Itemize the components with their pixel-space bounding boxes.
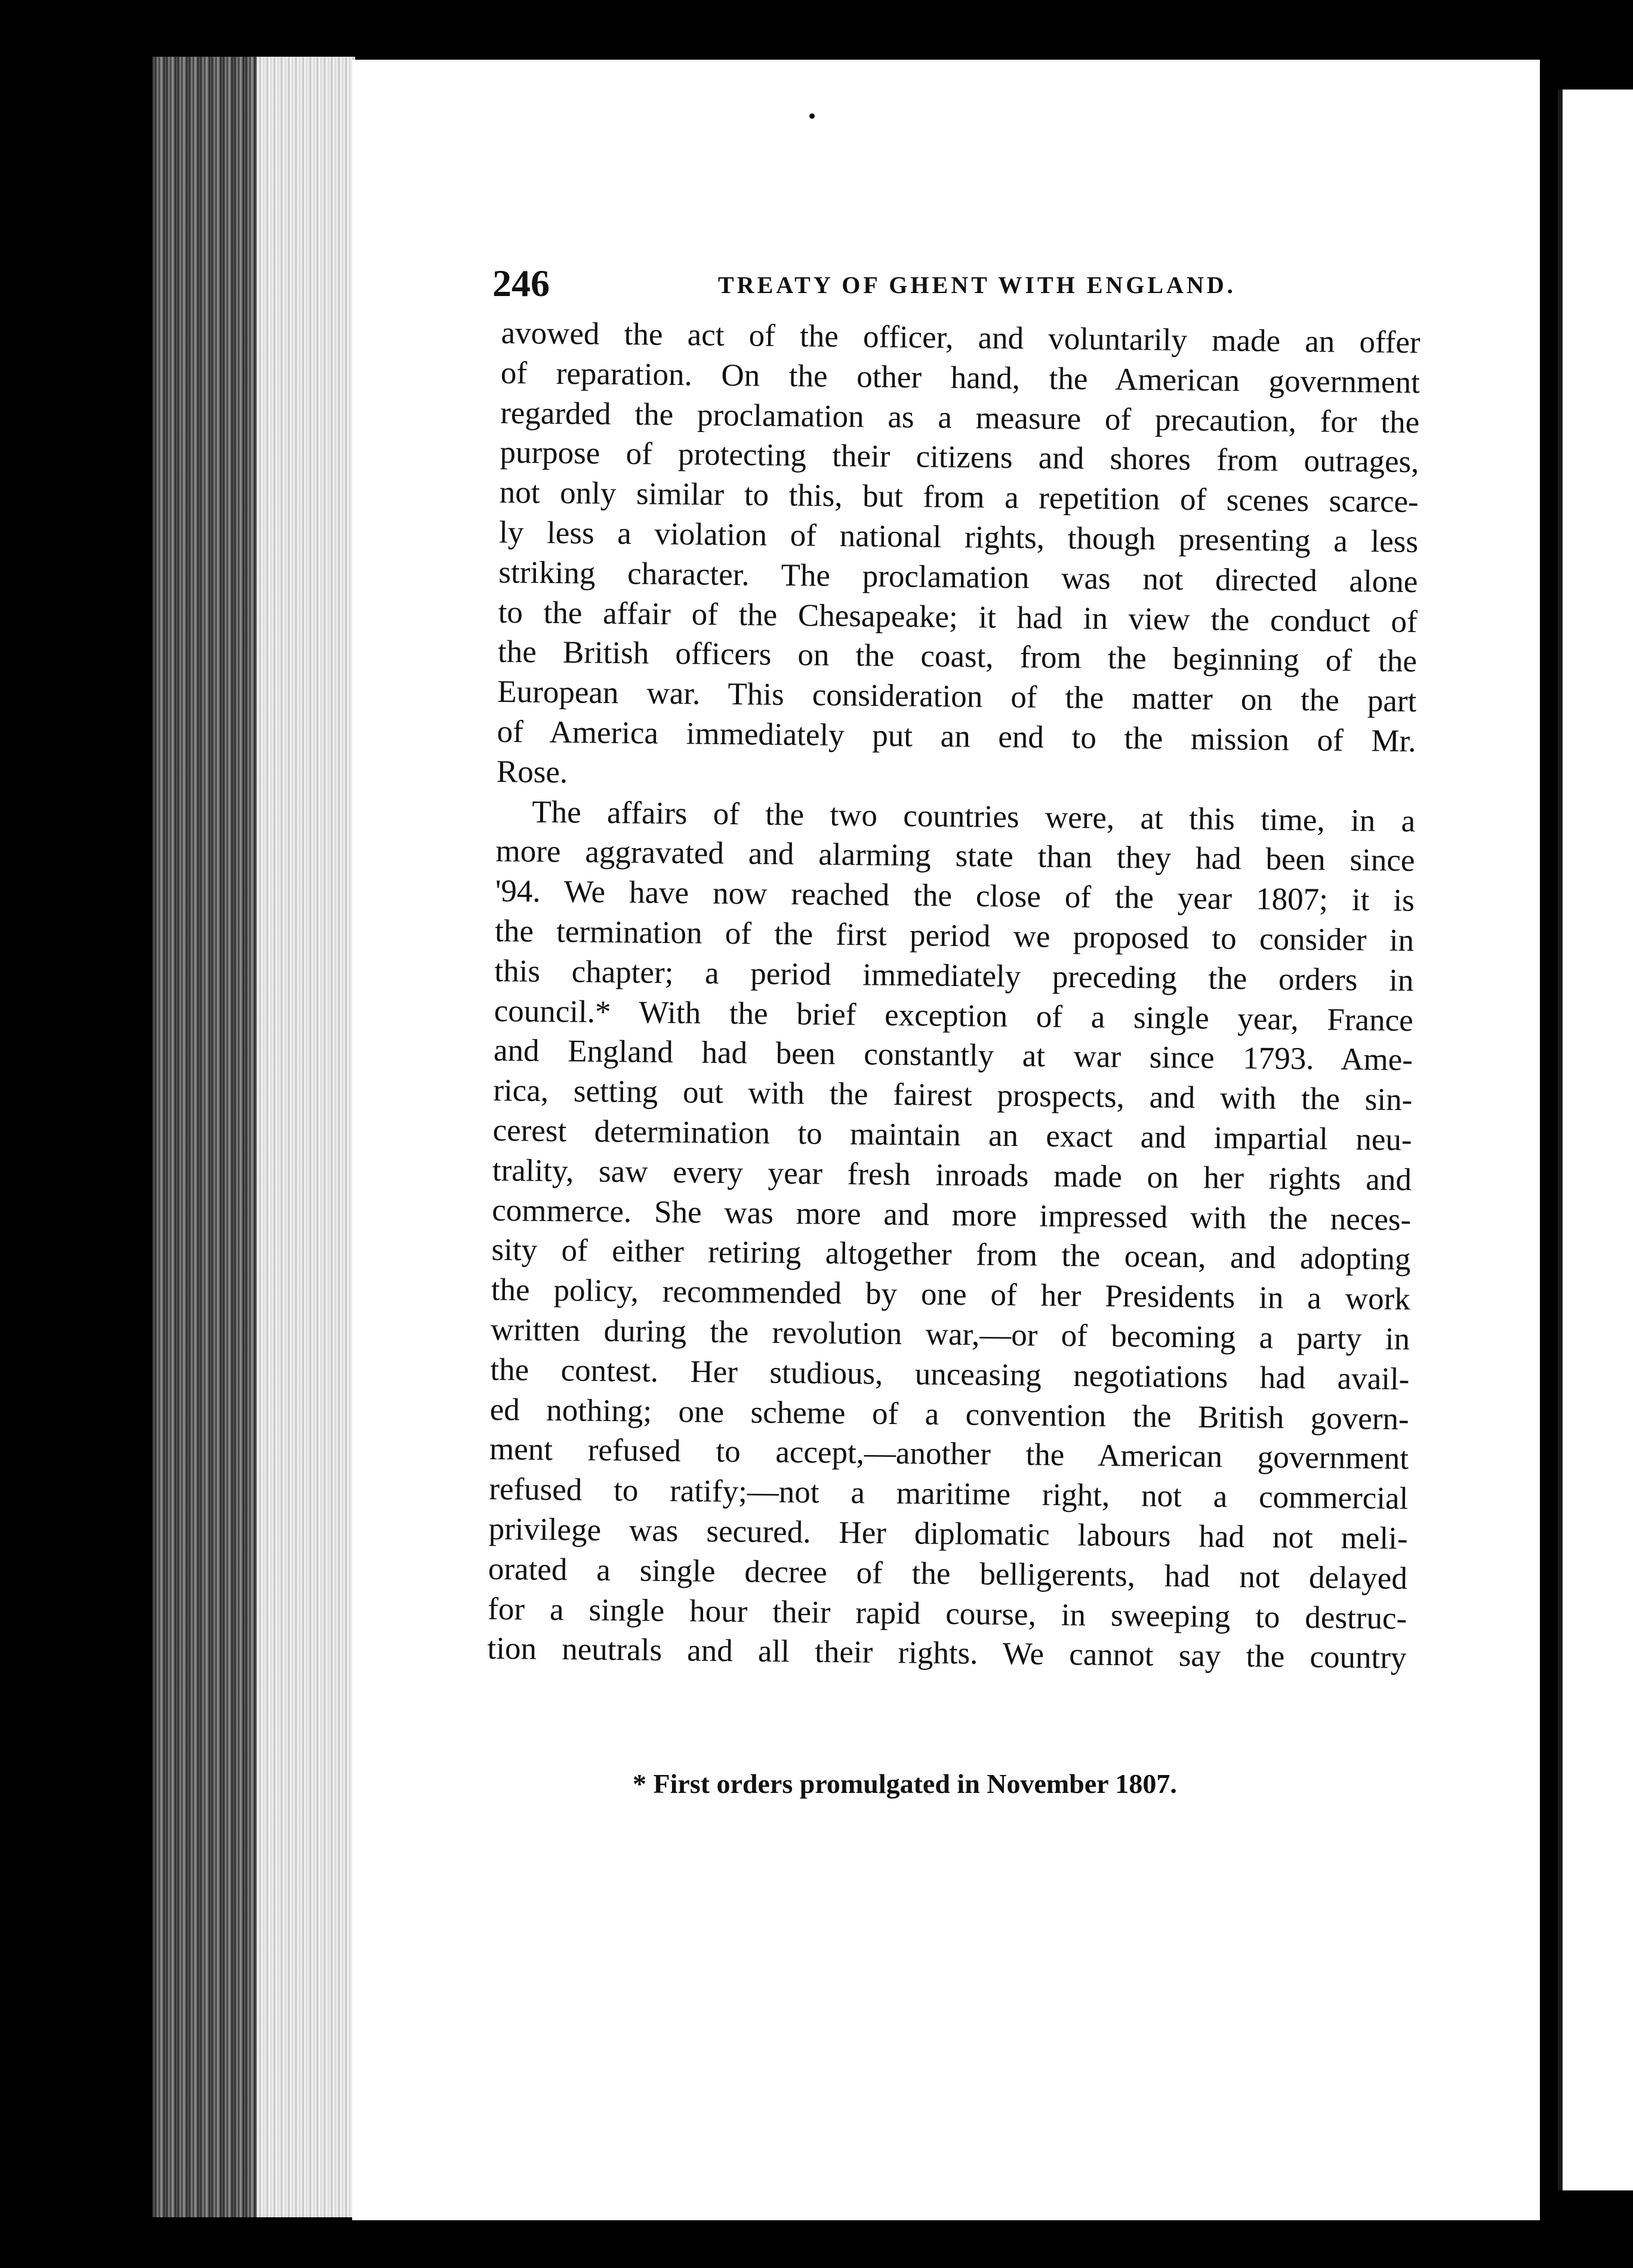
text-line: for a single hour their rapid course, in sweeping to destruc- xyxy=(487,1591,1407,1636)
facing-page-edge xyxy=(1558,90,1633,2190)
text-line: regarded the proclamation as a measure of precaution, for the xyxy=(500,395,1420,440)
text-line: purpose of protecting their citizens and shores from outrages, xyxy=(500,435,1419,480)
text-line: of reparation. On the other hand, the American government xyxy=(500,355,1421,400)
body-text xyxy=(487,313,1421,1678)
text-line: ly less a violation of national rights, though presenting a less xyxy=(498,514,1419,560)
text-line: council.* With the brief exception of a single year, France xyxy=(494,993,1413,1038)
text-line: to the affair of the Chesapeake; it had in view the conduct of xyxy=(498,594,1418,639)
running-title: TREATY OF GHENT WITH ENGLAND. xyxy=(718,272,1236,298)
page-number: 246 xyxy=(492,262,550,304)
page-stack-edge-light xyxy=(257,57,355,2217)
text-line: rica, setting out with the fairest prospects, and with the sin- xyxy=(493,1073,1413,1118)
text-line: sity of either retiring altogether from the ocean, and adopting xyxy=(491,1232,1411,1277)
ink-speck xyxy=(809,113,815,119)
running-head xyxy=(492,261,1262,315)
text-line: privilege was secured. Her diplomatic labours had not meli- xyxy=(488,1511,1408,1556)
text-line: avowed the act of the officer, and voluntarily made an offer xyxy=(501,315,1421,360)
text-line: tion neutrals and all their rights. We cannot say the country xyxy=(487,1631,1407,1676)
text-line: striking character. The proclamation was not directed alone xyxy=(498,554,1418,599)
text-line: this chapter; a period immediately preceding the orders in xyxy=(494,953,1414,998)
text-line: ment refused to accept,—another the American government xyxy=(489,1432,1409,1477)
text-line: the British officers on the coast, from the beginning of the xyxy=(497,634,1418,679)
text-line: of America immediately put an end to the mission of Mr. xyxy=(497,714,1416,759)
text-line: the contest. Her studious, unceasing negotiations had avail- xyxy=(490,1352,1410,1397)
text-line: ed nothing; one scheme of a convention the British govern- xyxy=(489,1392,1409,1437)
text-line: commerce. She was more and more impressed with the neces- xyxy=(491,1192,1412,1237)
text-line: refused to ratify;—not a maritime right, not a commercial xyxy=(489,1472,1409,1517)
text-line: The affairs of the two countries were, at this time, in a xyxy=(531,794,1416,839)
text-line: Rose. xyxy=(496,754,568,790)
text-line: the policy, recommended by one of her Presidents in a work xyxy=(491,1272,1411,1317)
text-line: and England had been constantly at war since 1793. Ame- xyxy=(493,1033,1413,1078)
text-line: orated a single decree of the belligerents, had not delayed xyxy=(488,1551,1408,1596)
text-line: more aggravated and alarming state than they had been since xyxy=(495,834,1415,879)
text-line: European war. This consideration of the matter on the part xyxy=(497,674,1417,719)
text-line: trality, saw every year fresh inroads made on her rights and xyxy=(492,1153,1412,1197)
paragraph-1 xyxy=(497,313,1421,802)
text-line: written during the revolution war,—or of becoming a party in xyxy=(490,1312,1410,1357)
text-line: '94. We have now reached the close of the year 1807; it is xyxy=(495,874,1415,919)
text-line: cerest determination to maintain an exact and impartial neu- xyxy=(492,1113,1412,1157)
footnote: * First orders promulgated in November 1807. xyxy=(633,1768,1177,1799)
text-line: not only similar to this, but from a repetition of scenes scarce- xyxy=(499,475,1419,520)
text-line: the termination of the first period we proposed to consider in xyxy=(494,913,1415,959)
paragraph-2 xyxy=(487,792,1415,1679)
